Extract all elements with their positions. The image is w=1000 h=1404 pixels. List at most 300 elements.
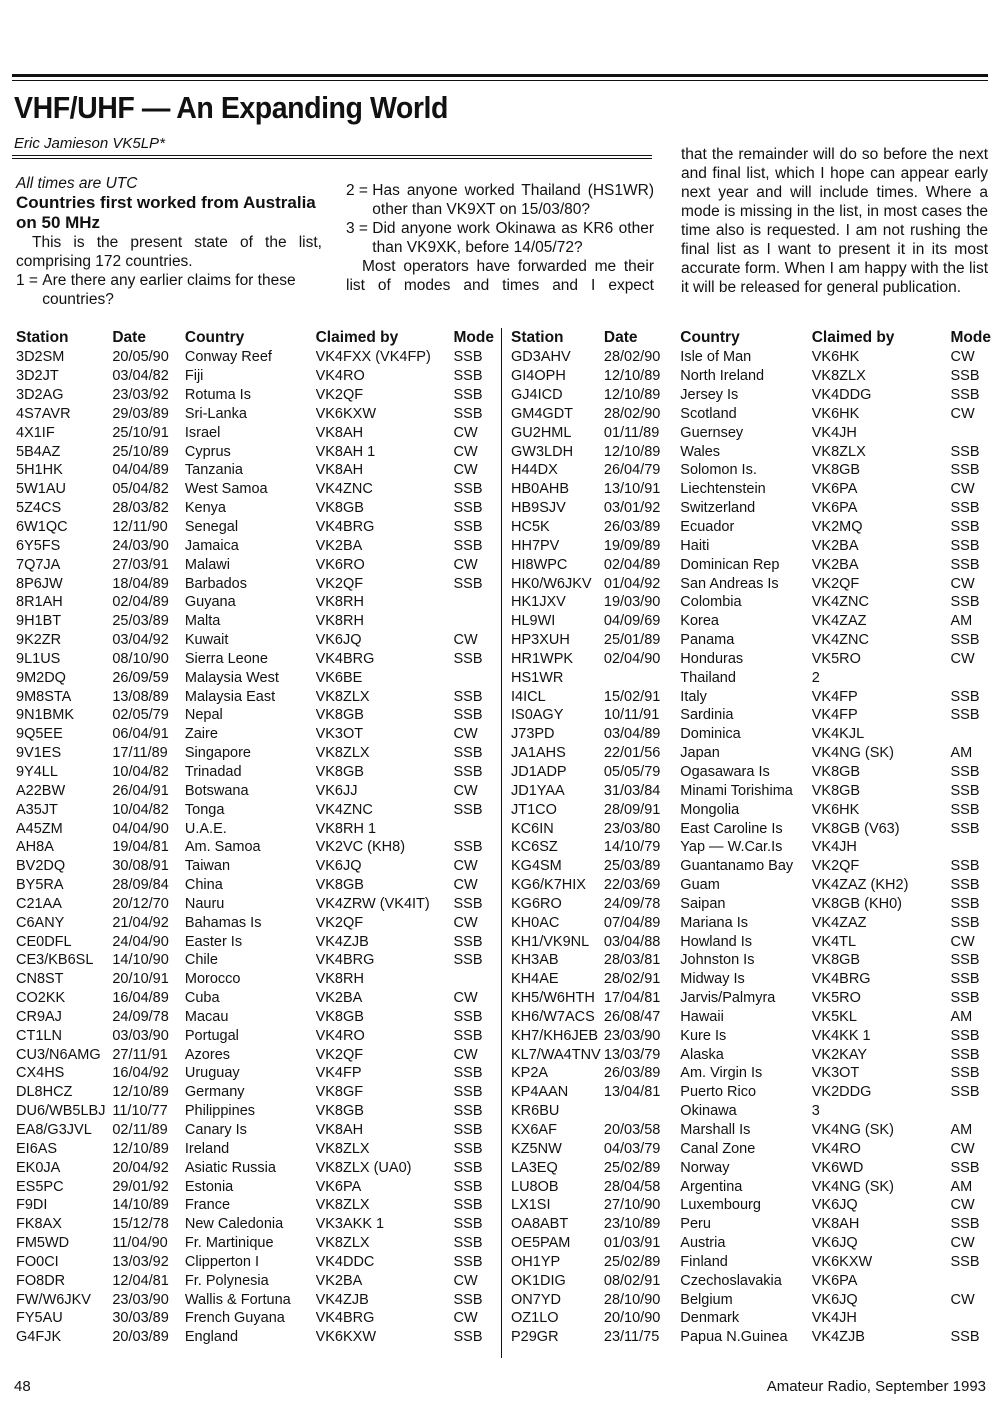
note-2-text: Has anyone worked Thailand (HS1WR) other than VK9XT on 15/03/80? bbox=[372, 182, 654, 218]
cell-mode: CW bbox=[950, 1197, 975, 1214]
note-1 bbox=[16, 271, 322, 309]
cell-mode: CW bbox=[453, 1272, 478, 1289]
cell-country: Fr. Polynesia bbox=[184, 1272, 269, 1289]
table-row bbox=[511, 1026, 991, 1045]
cell-country: Portugal bbox=[184, 1027, 239, 1044]
cell-country: Jersey Is bbox=[680, 387, 739, 404]
cell-date: 12/10/89 bbox=[603, 368, 661, 385]
table-row bbox=[16, 857, 494, 876]
cell-date: 23/11/75 bbox=[603, 1329, 660, 1346]
cell-country: Kure Is bbox=[680, 1027, 727, 1044]
table-row bbox=[511, 405, 991, 424]
table-row bbox=[16, 725, 494, 744]
cell-country: Am. Samoa bbox=[184, 839, 261, 856]
cell-claimed-by: VK4TL bbox=[811, 933, 857, 950]
intro-column-3 bbox=[681, 145, 988, 297]
cell-mode: CW bbox=[453, 424, 478, 441]
cell-date: 03/04/89 bbox=[603, 726, 661, 743]
cell-claimed-by: VK8RH bbox=[315, 971, 364, 988]
cell-country: Hawaii bbox=[680, 1008, 724, 1025]
cell-claimed-by: VK4JH bbox=[811, 424, 857, 441]
cell-claimed-by: VK8AH bbox=[315, 424, 364, 441]
cell-date: 20/12/70 bbox=[112, 895, 169, 912]
cell-country: Canary Is bbox=[184, 1122, 247, 1139]
cell-country: Peru bbox=[680, 1216, 711, 1233]
table-row bbox=[16, 518, 494, 537]
cell-country: Luxembourg bbox=[680, 1197, 761, 1214]
cell-country: Okinawa bbox=[680, 1103, 737, 1120]
cell-date: 28/04/58 bbox=[603, 1178, 661, 1195]
cell-date: 30/03/89 bbox=[112, 1310, 169, 1327]
cell-station: FM5WD bbox=[16, 1235, 70, 1252]
cell-mode: CW bbox=[950, 1291, 975, 1308]
cell-claimed-by: VK6JJ bbox=[315, 782, 358, 799]
table-row bbox=[16, 744, 494, 763]
cell-claimed-by: VK6HK bbox=[811, 405, 860, 422]
cell-mode: SSB bbox=[950, 443, 980, 460]
cell-mode: SSB bbox=[453, 1065, 483, 1082]
cell-station: HK0/W6JKV bbox=[511, 575, 592, 592]
cell-date: 25/02/89 bbox=[603, 1253, 661, 1270]
cell-date: 12/10/89 bbox=[603, 443, 661, 460]
table-row bbox=[16, 989, 494, 1008]
cell-claimed-by: VK6JQ bbox=[811, 1291, 858, 1308]
table-row bbox=[16, 706, 494, 725]
cell-country: Howland Is bbox=[680, 933, 753, 950]
cell-mode: SSB bbox=[453, 1084, 483, 1101]
cell-date: 23/10/89 bbox=[603, 1216, 661, 1233]
note-3-text: Did anyone work Okinawa as KR6 other than VK9XK, before 14/05/72? bbox=[372, 220, 654, 256]
cell-country: Rotuma Is bbox=[184, 387, 251, 404]
cell-station: 5W1AU bbox=[16, 481, 66, 498]
cell-mode: SSB bbox=[950, 1159, 980, 1176]
cell-station: A35JT bbox=[16, 801, 58, 818]
cell-mode: SSB bbox=[453, 801, 483, 818]
cell-claimed-by: VK4ZNC bbox=[811, 594, 869, 611]
cell-mode: SSB bbox=[453, 1140, 483, 1157]
cell-station: CE0DFL bbox=[16, 933, 72, 950]
column-header-date: Date bbox=[112, 329, 146, 346]
cell-date: 12/10/89 bbox=[112, 1084, 169, 1101]
cell-country: Asiatic Russia bbox=[184, 1159, 276, 1176]
cell-country: Trinadad bbox=[184, 763, 242, 780]
cell-date: 27/11/91 bbox=[112, 1046, 168, 1063]
cell-country: Czechoslavakia bbox=[680, 1272, 782, 1289]
cell-mode: SSB bbox=[453, 952, 483, 969]
cell-country: Ireland bbox=[184, 1140, 230, 1157]
cell-mode: CW bbox=[453, 1046, 478, 1063]
cell-mode: SSB bbox=[453, 575, 483, 592]
cell-country: Malawi bbox=[184, 556, 230, 573]
cell-country: Alaska bbox=[680, 1046, 724, 1063]
table-row bbox=[511, 857, 991, 876]
cell-date: 15/02/91 bbox=[603, 688, 661, 705]
table-row bbox=[16, 1328, 494, 1347]
cell-country: Minami Torishima bbox=[680, 782, 793, 799]
table-row bbox=[511, 536, 991, 555]
cell-claimed-by: VK4FP bbox=[811, 688, 858, 705]
cell-mode: SSB bbox=[950, 1253, 980, 1270]
cell-country: Solomon Is. bbox=[680, 462, 757, 479]
cell-date: 10/04/82 bbox=[112, 801, 169, 818]
cell-country: Korea bbox=[680, 613, 719, 630]
column-header-mode: Mode bbox=[453, 329, 494, 346]
cell-country: Johnston Is bbox=[680, 952, 755, 969]
cell-station: 9H1BT bbox=[16, 613, 62, 630]
cell-claimed-by: VK5RO bbox=[811, 650, 861, 667]
cell-date: 25/01/89 bbox=[603, 632, 661, 649]
cell-date: 22/03/69 bbox=[603, 877, 661, 894]
cell-station: KR6BU bbox=[511, 1103, 560, 1120]
cell-claimed-by: VK8GB bbox=[315, 1008, 364, 1025]
cell-date: 20/05/90 bbox=[112, 349, 169, 366]
cell-country: Singapore bbox=[184, 745, 251, 762]
cell-claimed-by: VK4BRG bbox=[811, 971, 871, 988]
cell-country: French Guyana bbox=[184, 1310, 285, 1327]
cell-station: AH8A bbox=[16, 839, 54, 856]
table-row bbox=[511, 1121, 991, 1140]
table-row bbox=[16, 838, 494, 857]
cell-claimed-by: VK8ZLX bbox=[315, 1235, 370, 1252]
cell-station: 4S7AVR bbox=[16, 405, 71, 422]
cell-date: 18/04/89 bbox=[112, 575, 169, 592]
cell-country: U.A.E. bbox=[184, 820, 227, 837]
cell-country: Papua N.Guinea bbox=[680, 1329, 788, 1346]
cell-date: 13/04/81 bbox=[603, 1084, 661, 1101]
cell-country: Am. Virgin Is bbox=[680, 1065, 763, 1082]
cell-mode: SSB bbox=[453, 895, 483, 912]
cell-mode: SSB bbox=[453, 1253, 483, 1270]
operators-paragraph-continued: that the remainder will do so before the next and final list, which I hope can appear early next year and will include times. Where a mode is missing in the list, in most cases the time also is requested. I am not rushing the final list as I want to present it in its most accurate form. When I am happy with the list it will be released for general publication. bbox=[681, 146, 988, 296]
cell-date: 03/01/92 bbox=[603, 500, 661, 517]
cell-date: 24/03/90 bbox=[112, 537, 169, 554]
cell-country: Denmark bbox=[680, 1310, 740, 1327]
table-row bbox=[16, 348, 494, 367]
cell-claimed-by: VK2MQ bbox=[811, 519, 863, 536]
cell-date: 24/09/78 bbox=[603, 895, 661, 912]
cell-station: OZ1LO bbox=[511, 1310, 559, 1327]
cell-date: 28/10/90 bbox=[603, 1291, 661, 1308]
cell-mode bbox=[950, 668, 991, 687]
cell-date: 04/04/89 bbox=[112, 462, 169, 479]
table-row bbox=[16, 386, 494, 405]
cell-station: HB9SJV bbox=[511, 500, 566, 517]
table-row bbox=[16, 1234, 494, 1253]
cell-claimed-by: VK2QF bbox=[315, 1046, 364, 1063]
table-row bbox=[16, 1121, 494, 1140]
cell-country: Uruguay bbox=[184, 1065, 240, 1082]
cell-country: Fiji bbox=[184, 368, 204, 385]
table-row bbox=[16, 1253, 494, 1272]
cell-station: HP3XUH bbox=[511, 632, 570, 649]
cell-country: Botswana bbox=[184, 782, 249, 799]
table-row bbox=[16, 612, 494, 631]
cell-station: FW/W6JKV bbox=[16, 1291, 91, 1308]
cell-station: CX4HS bbox=[16, 1065, 65, 1082]
cell-claimed-by: VK4BRG bbox=[315, 519, 375, 536]
cell-country: Estonia bbox=[184, 1178, 234, 1195]
table-row bbox=[16, 367, 494, 386]
table-row bbox=[16, 499, 494, 518]
cell-station: 9N1BMK bbox=[16, 707, 75, 724]
cell-claimed-by: VK2BA bbox=[315, 537, 363, 554]
cell-claimed-by: VK3OT bbox=[811, 1065, 860, 1082]
cell-claimed-by: VK2BA bbox=[811, 537, 859, 554]
cell-country: Kenya bbox=[184, 500, 226, 517]
cell-claimed-by: VK6HK bbox=[811, 349, 860, 366]
cell-country: Senegal bbox=[184, 519, 239, 536]
cell-mode: SSB bbox=[950, 632, 980, 649]
cell-claimed-by: VK8GB bbox=[811, 763, 861, 780]
cell-date: 19/04/81 bbox=[112, 839, 169, 856]
cell-date: 13/03/79 bbox=[603, 1046, 661, 1063]
cell-claimed-by: VK4KJL bbox=[811, 726, 865, 743]
cell-country: Austria bbox=[680, 1235, 726, 1252]
utc-note: All times are UTC bbox=[16, 175, 138, 192]
cell-mode: CW bbox=[950, 1140, 975, 1157]
cell-date: 25/02/89 bbox=[603, 1159, 661, 1176]
table-row bbox=[16, 781, 494, 800]
cell-date: 04/09/69 bbox=[603, 613, 661, 630]
cell-station: CR9AJ bbox=[16, 1008, 62, 1025]
table-row bbox=[511, 1102, 991, 1121]
cell-claimed-by: VK4ZRW (VK4IT) bbox=[315, 895, 430, 912]
cell-mode: SSB bbox=[950, 519, 980, 536]
cell-country: Ecuador bbox=[680, 519, 735, 536]
cell-date: 26/03/89 bbox=[603, 519, 661, 536]
cell-date: 02/04/89 bbox=[112, 594, 169, 611]
cell-claimed-by: VK4ZNC bbox=[811, 632, 869, 649]
cell-station: GW3LDH bbox=[511, 443, 574, 460]
column-header-mode: Mode bbox=[950, 329, 991, 346]
cell-date: 28/03/82 bbox=[112, 500, 169, 517]
cell-country: Canal Zone bbox=[680, 1140, 756, 1157]
table-row bbox=[16, 932, 494, 951]
table-row bbox=[511, 1328, 991, 1347]
cell-mode: CW bbox=[950, 650, 975, 667]
cell-mode: SSB bbox=[950, 1046, 980, 1063]
table-row bbox=[511, 989, 991, 1008]
table-row bbox=[16, 763, 494, 782]
cell-date: 25/10/89 bbox=[112, 443, 169, 460]
cell-claimed-by: VK2BA bbox=[811, 556, 859, 573]
table-row bbox=[16, 1271, 494, 1290]
cell-country: Cuba bbox=[184, 990, 220, 1007]
cell-country: Zaire bbox=[184, 726, 218, 743]
cell-date: 23/03/90 bbox=[603, 1027, 661, 1044]
cell-country: Scotland bbox=[680, 405, 737, 422]
cell-country: Israel bbox=[184, 424, 221, 441]
cell-country: Belgium bbox=[680, 1291, 733, 1308]
cell-date: 30/08/91 bbox=[112, 858, 169, 875]
cell-date: 23/03/92 bbox=[112, 387, 169, 404]
cell-claimed-by: VK6HK bbox=[811, 801, 860, 818]
table-row bbox=[511, 1215, 991, 1234]
countries-table-left bbox=[16, 328, 494, 1347]
cell-mode: SSB bbox=[950, 895, 980, 912]
cell-station: GU2HML bbox=[511, 424, 572, 441]
cell-country: Dominican Rep bbox=[680, 556, 780, 573]
cell-station: CN8ST bbox=[16, 971, 64, 988]
cell-station: JT1CO bbox=[511, 801, 557, 818]
cell-country: Saipan bbox=[680, 895, 726, 912]
cell-mode: SSB bbox=[453, 745, 483, 762]
cell-station: 9K2ZR bbox=[16, 632, 62, 649]
table-row bbox=[511, 555, 991, 574]
cell-station: A45ZM bbox=[16, 820, 63, 837]
cell-station: OA8ABT bbox=[511, 1216, 569, 1233]
cell-date: 01/03/91 bbox=[603, 1235, 661, 1252]
cell-claimed-by: VK2QF bbox=[315, 575, 364, 592]
table-row bbox=[511, 800, 991, 819]
cell-station: I4ICL bbox=[511, 688, 546, 705]
table-row bbox=[16, 1026, 494, 1045]
cell-mode: SSB bbox=[453, 537, 483, 554]
cell-station: KH0AC bbox=[511, 914, 560, 931]
table-row bbox=[16, 1177, 494, 1196]
cell-country: Germany bbox=[184, 1084, 245, 1101]
cell-station: KP4AAN bbox=[511, 1084, 569, 1101]
cell-country: Cyprus bbox=[184, 443, 231, 460]
cell-claimed-by: VK6WD bbox=[811, 1159, 864, 1176]
cell-date: 19/03/90 bbox=[603, 594, 661, 611]
table-row bbox=[511, 518, 991, 537]
cell-country: Japan bbox=[680, 745, 720, 762]
cell-claimed-by: VK6KXW bbox=[315, 405, 377, 422]
table-row bbox=[511, 650, 991, 669]
cell-country: Malta bbox=[184, 613, 221, 630]
note-1-number: 1 = bbox=[16, 272, 43, 289]
cell-station: GI4OPH bbox=[511, 368, 566, 385]
cell-country: Puerto Rico bbox=[680, 1084, 757, 1101]
cell-station: C21AA bbox=[16, 895, 62, 912]
cell-date: 14/10/79 bbox=[603, 839, 661, 856]
cell-mode: SSB bbox=[453, 519, 483, 536]
table-row bbox=[16, 1158, 494, 1177]
intro-column-2 bbox=[346, 181, 654, 295]
cell-station: FO8DR bbox=[16, 1272, 66, 1289]
cell-station: KL7/WA4TNV bbox=[511, 1046, 601, 1063]
cell-claimed-by: VK8GB (KH0) bbox=[811, 895, 902, 912]
table-row bbox=[16, 1196, 494, 1215]
cell-date: 11/04/90 bbox=[112, 1235, 168, 1252]
table-row bbox=[511, 668, 991, 687]
cell-mode: SSB bbox=[950, 594, 980, 611]
page-number: 48 bbox=[14, 1378, 31, 1395]
cell-date: 29/03/89 bbox=[112, 405, 169, 422]
cell-station: HK1JXV bbox=[511, 594, 566, 611]
cell-mode: SSB bbox=[453, 1122, 483, 1139]
cell-claimed-by: VK6JQ bbox=[811, 1235, 858, 1252]
cell-station: GJ4ICD bbox=[511, 387, 563, 404]
cell-date: 31/03/84 bbox=[603, 782, 661, 799]
table-row bbox=[16, 480, 494, 499]
table-row bbox=[16, 970, 494, 989]
cell-claimed-by: VK6KXW bbox=[811, 1253, 873, 1270]
cell-station: 6W1QC bbox=[16, 519, 68, 536]
cell-country: Taiwan bbox=[184, 858, 231, 875]
cell-mode: SSB bbox=[453, 763, 483, 780]
cell-country: Malaysia West bbox=[184, 669, 279, 686]
table-row bbox=[511, 423, 991, 442]
cell-country: Sierra Leone bbox=[184, 650, 268, 667]
cell-claimed-by: VK6KXW bbox=[315, 1329, 377, 1346]
table-row bbox=[511, 1064, 991, 1083]
cell-station: 9V1ES bbox=[16, 745, 62, 762]
cell-station: LU8OB bbox=[511, 1178, 559, 1195]
cell-date: 26/03/89 bbox=[603, 1065, 661, 1082]
cell-mode bbox=[950, 1309, 991, 1328]
cell-country: Sardinia bbox=[680, 707, 734, 724]
column-header-country: Country bbox=[680, 329, 740, 346]
cell-station: KG4SM bbox=[511, 858, 562, 875]
cell-station: KC6IN bbox=[511, 820, 554, 837]
table-row bbox=[16, 1215, 494, 1234]
cell-mode: SSB bbox=[950, 914, 980, 931]
cell-date: 29/01/92 bbox=[112, 1178, 169, 1195]
cell-mode: SSB bbox=[950, 763, 980, 780]
cell-country: Argentina bbox=[680, 1178, 743, 1195]
table-row bbox=[511, 348, 991, 367]
table-header-row bbox=[511, 328, 991, 348]
cell-country: Switzerland bbox=[680, 500, 756, 517]
cell-date: 20/04/92 bbox=[112, 1159, 169, 1176]
cell-claimed-by: VK8ZLX bbox=[315, 1140, 370, 1157]
cell-date bbox=[604, 668, 680, 687]
table-row bbox=[511, 1008, 991, 1027]
cell-mode: SSB bbox=[950, 462, 980, 479]
cell-claimed-by: VK8GB bbox=[811, 782, 861, 799]
table-row bbox=[16, 1045, 494, 1064]
table-row bbox=[511, 913, 991, 932]
table-row bbox=[511, 1045, 991, 1064]
cell-date: 03/04/88 bbox=[603, 933, 661, 950]
cell-claimed-by: VK8GF bbox=[315, 1084, 364, 1101]
cell-country: Bahamas Is bbox=[184, 914, 262, 931]
cell-claimed-by: VK2BA bbox=[315, 1272, 363, 1289]
cell-station: CT1LN bbox=[16, 1027, 62, 1044]
cell-mode: CW bbox=[453, 632, 478, 649]
note-2 bbox=[346, 181, 654, 219]
cell-station: HR1WPK bbox=[511, 650, 574, 667]
cell-claimed-by: VK8ZLX bbox=[315, 1197, 370, 1214]
cell-claimed-by: VK8ZLX (UA0) bbox=[315, 1159, 412, 1176]
cell-claimed-by: VK8ZLX bbox=[315, 688, 370, 705]
cell-date: 28/09/91 bbox=[603, 801, 661, 818]
cell-station: 5Z4CS bbox=[16, 500, 62, 517]
cell-mode: SSB bbox=[453, 688, 483, 705]
cell-station: CU3/N6AMG bbox=[16, 1046, 101, 1063]
cell-mode: SSB bbox=[950, 556, 980, 573]
column-divider bbox=[501, 328, 502, 1358]
cell-date: 21/04/92 bbox=[112, 914, 169, 931]
table-row bbox=[511, 480, 991, 499]
cell-station: 3D2JT bbox=[16, 368, 59, 385]
cell-mode: SSB bbox=[453, 481, 483, 498]
table-row bbox=[16, 631, 494, 650]
table-row bbox=[511, 838, 991, 857]
cell-station: ON7YD bbox=[511, 1291, 561, 1308]
cell-station: EK0JA bbox=[16, 1159, 61, 1176]
cell-date: 20/03/89 bbox=[112, 1329, 169, 1346]
cell-mode: CW bbox=[950, 481, 975, 498]
cell-country: Guernsey bbox=[680, 424, 744, 441]
table-row bbox=[511, 631, 991, 650]
cell-mode bbox=[950, 838, 991, 857]
cell-date: 11/10/77 bbox=[112, 1103, 168, 1120]
intro-column-1 bbox=[16, 174, 322, 309]
cell-mode: SSB bbox=[950, 537, 980, 554]
